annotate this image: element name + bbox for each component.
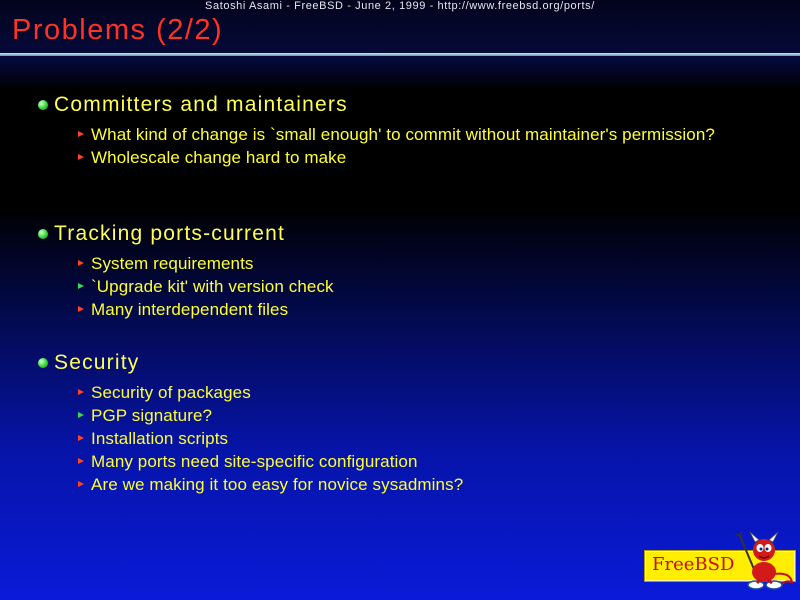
- list-item: [78, 474, 778, 495]
- slide-subtitle: Satoshi Asami - FreeBSD - June 2, 1999 - http://www.freebsd.org/ports/: [205, 0, 595, 12]
- section-heading: [38, 92, 778, 118]
- green-arrow-bullet-icon: [78, 412, 84, 418]
- section-security: [38, 350, 778, 495]
- item-text: Many interdependent files: [91, 300, 289, 319]
- list-item: [78, 428, 778, 449]
- slide-title: Problems (2/2): [12, 14, 224, 46]
- bsd-daemon-icon: [734, 530, 796, 592]
- item-text: Many ports need site-specific configuration: [91, 452, 418, 471]
- list-item: [78, 405, 778, 426]
- list-item: [78, 124, 778, 145]
- green-bullet-icon: [38, 358, 48, 368]
- list-item: [78, 299, 778, 320]
- section-label: Security: [54, 351, 140, 374]
- list-item: [78, 253, 778, 274]
- item-text: `Upgrade kit' with version check: [91, 277, 334, 296]
- list-item: [78, 451, 778, 472]
- list-item: [78, 382, 778, 403]
- green-bullet-icon: [38, 100, 48, 110]
- item-list: [38, 124, 778, 168]
- item-text: Are we making it too easy for novice sysadmins?: [91, 475, 464, 494]
- red-arrow-bullet-icon: [78, 481, 84, 487]
- item-text: Wholescale change hard to make: [91, 148, 347, 167]
- list-item: [78, 276, 778, 297]
- red-arrow-bullet-icon: [78, 154, 84, 160]
- item-text: System requirements: [91, 254, 254, 273]
- section-heading: [38, 221, 778, 247]
- section-heading: [38, 350, 778, 376]
- section-committers: [38, 92, 778, 168]
- freebsd-logo: [644, 530, 796, 592]
- section-label: Committers and maintainers: [54, 93, 348, 116]
- red-arrow-bullet-icon: [78, 306, 84, 312]
- item-text: PGP signature?: [91, 406, 213, 425]
- item-text: What kind of change is `small enough' to commit without maintainer's permission?: [91, 125, 715, 144]
- red-arrow-bullet-icon: [78, 435, 84, 441]
- red-arrow-bullet-icon: [78, 260, 84, 266]
- red-arrow-bullet-icon: [78, 458, 84, 464]
- title-divider: [0, 53, 800, 56]
- section-label: Tracking ports-current: [54, 222, 286, 245]
- section-tracking: [38, 221, 778, 320]
- red-arrow-bullet-icon: [78, 389, 84, 395]
- green-arrow-bullet-icon: [78, 283, 84, 289]
- item-list: [38, 382, 778, 495]
- list-item: [78, 147, 778, 168]
- logo-text: FreeBSD: [652, 554, 735, 575]
- green-bullet-icon: [38, 229, 48, 239]
- red-arrow-bullet-icon: [78, 131, 84, 137]
- item-text: Security of packages: [91, 383, 251, 402]
- item-list: [38, 253, 778, 320]
- item-text: Installation scripts: [91, 429, 229, 448]
